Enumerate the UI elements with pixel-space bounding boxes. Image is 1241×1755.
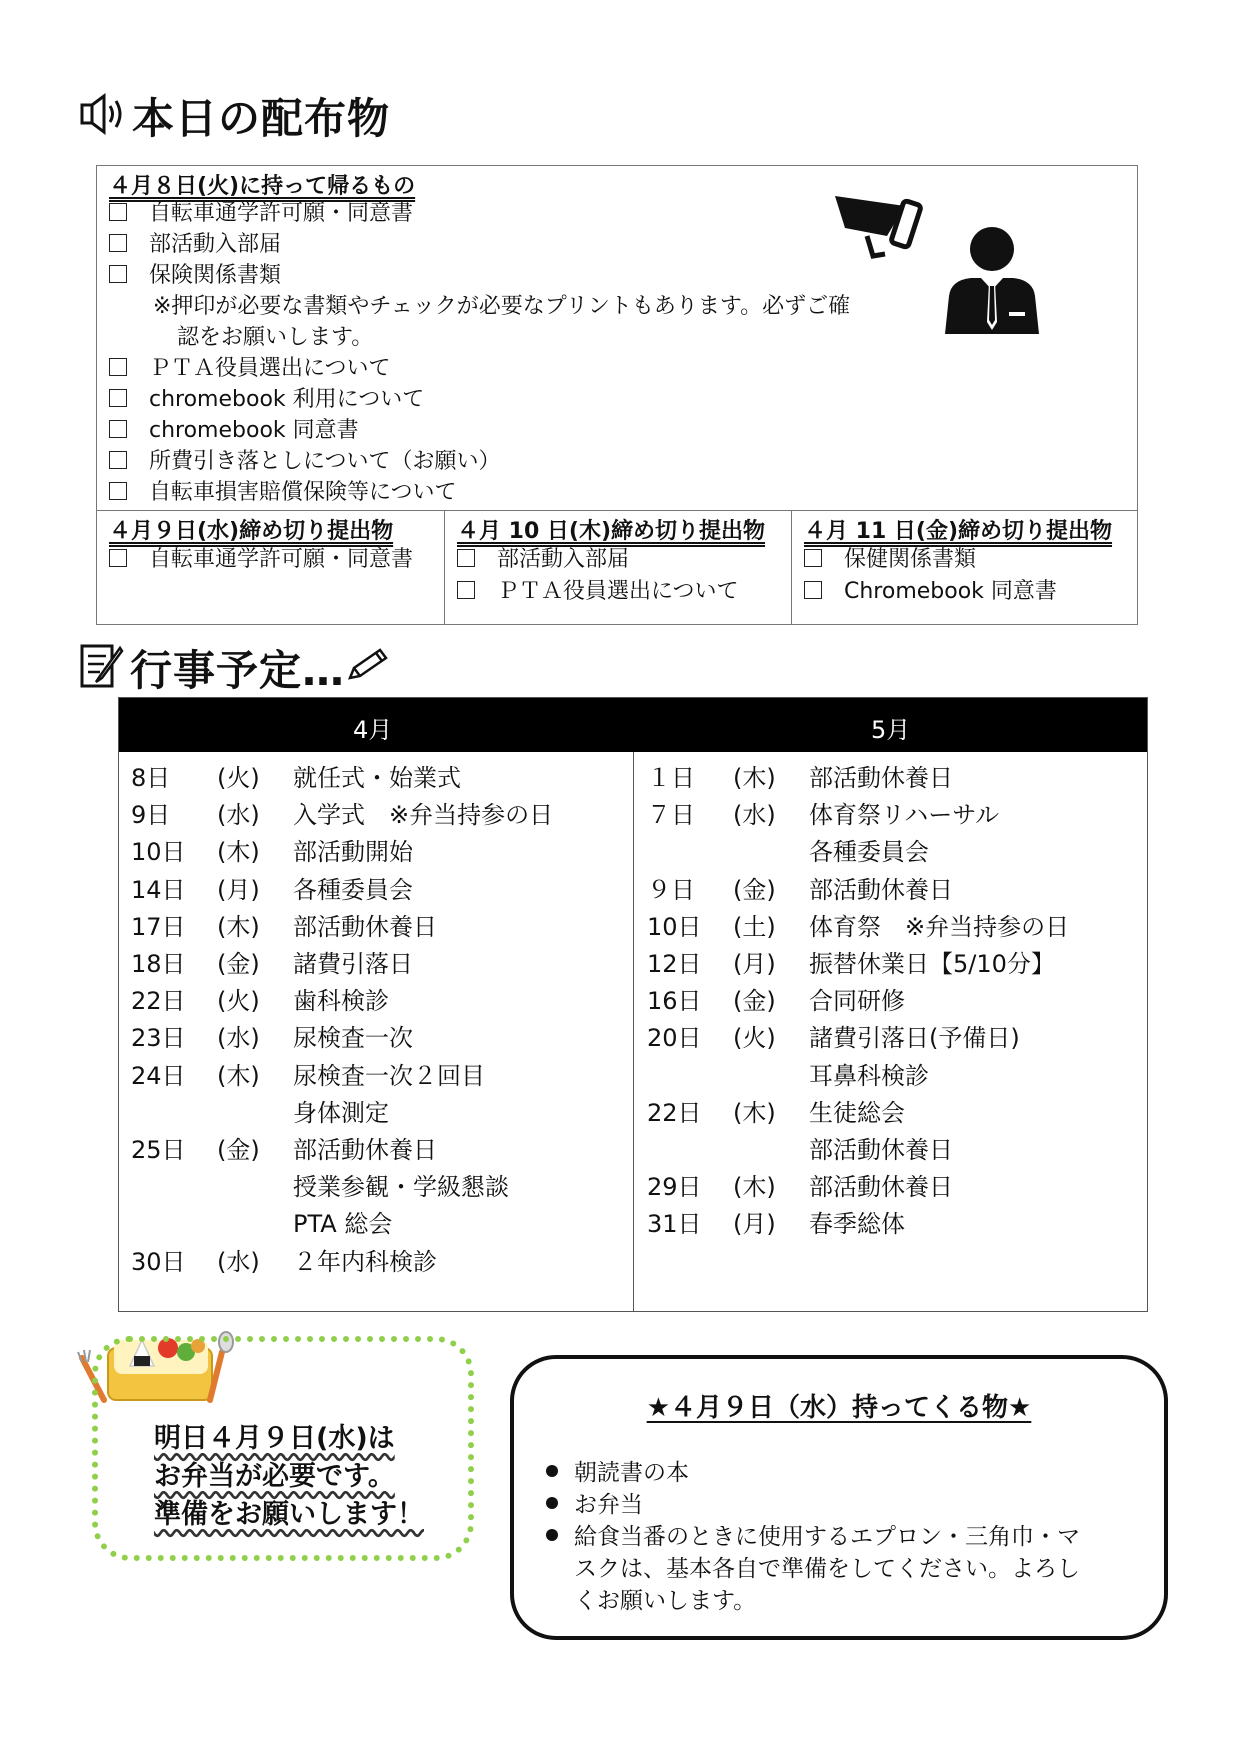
checkbox-icon	[109, 265, 127, 283]
schedule-event: PTA 総会	[293, 1210, 393, 1239]
schedule-event: 尿検査一次	[293, 1024, 413, 1053]
megaphone-icon	[827, 186, 937, 261]
list-item-continued: スクは、基本各自で準備をしてください。よろし	[574, 1556, 1080, 1582]
lunch-line-1: 明日４月９日(水)は	[154, 1423, 395, 1454]
schedule-table	[118, 697, 1148, 1312]
pencil-icon	[346, 646, 390, 682]
schedule-date: 18日	[131, 950, 186, 978]
deadline-title: ４月 10 日(木)締め切り提出物	[457, 519, 766, 544]
schedule-date: 23日	[131, 1024, 186, 1053]
checkbox-icon	[109, 358, 127, 376]
schedule-weekday: (月)	[733, 1210, 776, 1239]
schedule-event: 部活動開始	[293, 838, 413, 867]
schedule-weekday: (木)	[733, 1098, 776, 1127]
schedule-event: 尿検査一次２回目	[293, 1061, 485, 1090]
may-header: 5月	[871, 716, 911, 744]
bullet-icon	[546, 1529, 558, 1541]
schedule-weekday: (金)	[217, 1136, 260, 1164]
schedule-event: 各種委員会	[293, 875, 413, 904]
schedule-weekday: (木)	[733, 764, 776, 792]
schedule-weekday: (水)	[217, 1024, 260, 1053]
list-item: 自転車損害賠償保険等について	[109, 477, 457, 508]
schedule-event: 部活動休養日	[809, 764, 953, 792]
schedule-weekday: (火)	[733, 1024, 776, 1053]
schedule-weekday: (木)	[217, 1061, 260, 1090]
april-header: 4月	[353, 716, 393, 744]
bullet-icon	[546, 1465, 558, 1477]
schedule-date: 22日	[647, 1098, 702, 1127]
schedule-event: 部活動休養日	[809, 1136, 953, 1164]
bullet-icon	[546, 1497, 558, 1509]
schedule-date: 16日	[647, 987, 702, 1016]
teacher-icon	[937, 226, 1047, 336]
schedule-event: 体育祭リハーサル	[809, 801, 1000, 830]
schedule-event: ２年内科検診	[293, 1247, 437, 1276]
schedule-date: 30日	[131, 1247, 186, 1276]
schedule-event: 授業参観・学級懇談	[293, 1173, 509, 1202]
list-item: 保健関係書類	[804, 544, 976, 575]
schedule-date: 9日	[131, 801, 171, 830]
schedule-event: 部活動休養日	[293, 912, 437, 941]
checkbox-icon	[109, 549, 127, 567]
schedule-date: 22日	[131, 987, 186, 1016]
list-item: お弁当	[546, 1489, 643, 1521]
schedule-weekday: (木)	[733, 1173, 776, 1202]
schedule-weekday: (月)	[733, 950, 776, 978]
lunch-line-2: お弁当が必要です。	[154, 1461, 395, 1492]
schedule-weekday: (木)	[217, 838, 260, 867]
checkbox-icon	[109, 482, 127, 500]
list-item: 給食当番のときに使用するエプロン・三角巾・マ	[546, 1521, 1080, 1553]
list-item: 部活動入部届	[457, 544, 629, 575]
schedule-date: ９日	[647, 875, 695, 904]
schedule-weekday: (水)	[733, 801, 776, 830]
schedule-event: 部活動休養日	[809, 875, 953, 904]
schedule-weekday: (金)	[217, 950, 260, 978]
schedule-event: 部活動休養日	[809, 1173, 953, 1202]
schedule-event: 就任式・始業式	[293, 764, 461, 792]
schedule-weekday: (水)	[217, 801, 260, 830]
checkbox-icon	[109, 451, 127, 469]
list-item: chromebook 利用について	[109, 384, 424, 415]
schedule-event: 歯科検診	[293, 987, 389, 1016]
schedule-date: 10日	[131, 838, 186, 867]
list-item: 保険関係書類	[109, 260, 281, 291]
schedule-weekday: (木)	[217, 912, 260, 941]
deadline-column	[791, 510, 1137, 624]
schedule-event: 体育祭 ※弁当持参の日	[809, 912, 1070, 941]
list-item: Chromebook 同意書	[804, 576, 1057, 607]
schedule-event: 入学式 ※弁当持参の日	[293, 801, 554, 830]
list-item: 所費引き落としについて（お願い）	[109, 446, 501, 477]
schedule-date: 14日	[131, 875, 186, 904]
schedule-weekday: (水)	[217, 1247, 260, 1276]
schedule-event: 部活動休養日	[293, 1136, 437, 1164]
schedule-event: 各種委員会	[809, 838, 929, 867]
schedule-event: 身体測定	[293, 1098, 389, 1127]
checkbox-icon	[457, 549, 475, 567]
take-home-section	[97, 166, 1137, 511]
schedule-date: 29日	[647, 1173, 702, 1202]
schedule-date: 8日	[131, 764, 171, 792]
schedule-weekday: (火)	[217, 764, 260, 792]
schedule-event: 振替休業日【5/10分】	[809, 950, 1055, 978]
checkbox-icon	[804, 581, 822, 599]
schedule-weekday: (月)	[217, 875, 260, 904]
deadline-column	[97, 510, 444, 624]
list-item: 自転車通学許可願・同意書	[109, 544, 413, 575]
memo-icon	[80, 642, 124, 688]
checkbox-icon	[804, 549, 822, 567]
note-line-2: 認をお願いします。	[177, 325, 374, 350]
list-item: 朝読書の本	[546, 1457, 689, 1489]
note-line-1: ※押印が必要な書類やチェックが必要なプリントもあります。必ずご確	[153, 294, 851, 319]
lunch-note	[92, 1336, 474, 1561]
bring-title: ★４月９日（水）持ってくる物★	[646, 1393, 1032, 1423]
schedule-weekday: (金)	[733, 987, 776, 1016]
schedule-date: 25日	[131, 1136, 186, 1164]
bring-items-box	[510, 1355, 1168, 1640]
checkbox-icon	[457, 581, 475, 599]
speaker-icon	[80, 92, 130, 136]
schedule-date: 31日	[647, 1210, 702, 1239]
schedule-date: ７日	[647, 801, 695, 830]
schedule-event: 諸費引落日(予備日)	[809, 1024, 1020, 1053]
schedule-date: 17日	[131, 912, 186, 941]
checkbox-icon	[109, 234, 127, 252]
list-item: 部活動入部届	[109, 229, 281, 260]
lunch-line-3: 準備をお願いします！	[154, 1499, 424, 1530]
list-item: ＰＴＡ役員選出について	[457, 576, 739, 607]
schedule-event: 生徒総会	[809, 1098, 905, 1127]
schedule-date: 24日	[131, 1061, 186, 1090]
schedule-header	[119, 698, 1147, 752]
list-item-continued: くお願いします。	[574, 1588, 757, 1614]
list-item: chromebook 同意書	[109, 415, 359, 446]
schedule-heading: 行事予定…	[130, 646, 346, 695]
deadline-title: ４月９日(水)締め切り提出物	[109, 519, 394, 544]
checkbox-icon	[109, 420, 127, 438]
schedule-date: 20日	[647, 1024, 702, 1053]
handouts-box	[96, 165, 1138, 625]
deadline-column	[444, 510, 791, 624]
schedule-weekday: (金)	[733, 875, 776, 904]
checkbox-icon	[109, 389, 127, 407]
schedule-weekday: (火)	[217, 987, 260, 1016]
handouts-heading: 本日の配布物	[132, 94, 391, 143]
schedule-weekday: (土)	[733, 912, 776, 941]
checkbox-icon	[109, 203, 127, 221]
take-home-title: ４月８日(火)に持って帰るもの	[109, 174, 416, 199]
schedule-event: 春季総体	[809, 1210, 905, 1239]
deadline-section	[97, 510, 1137, 624]
deadline-title: ４月 11 日(金)締め切り提出物	[804, 519, 1113, 544]
schedule-event: 耳鼻科検診	[809, 1061, 929, 1090]
schedule-date: 10日	[647, 912, 702, 941]
list-item: 自転車通学許可願・同意書	[109, 198, 413, 229]
schedule-date: 12日	[647, 950, 702, 978]
schedule-event: 諸費引落日	[293, 950, 413, 978]
schedule-event: 合同研修	[809, 987, 905, 1016]
schedule-date: １日	[647, 764, 695, 792]
list-item: ＰＴＡ役員選出について	[109, 353, 391, 384]
column-divider	[633, 752, 634, 1312]
